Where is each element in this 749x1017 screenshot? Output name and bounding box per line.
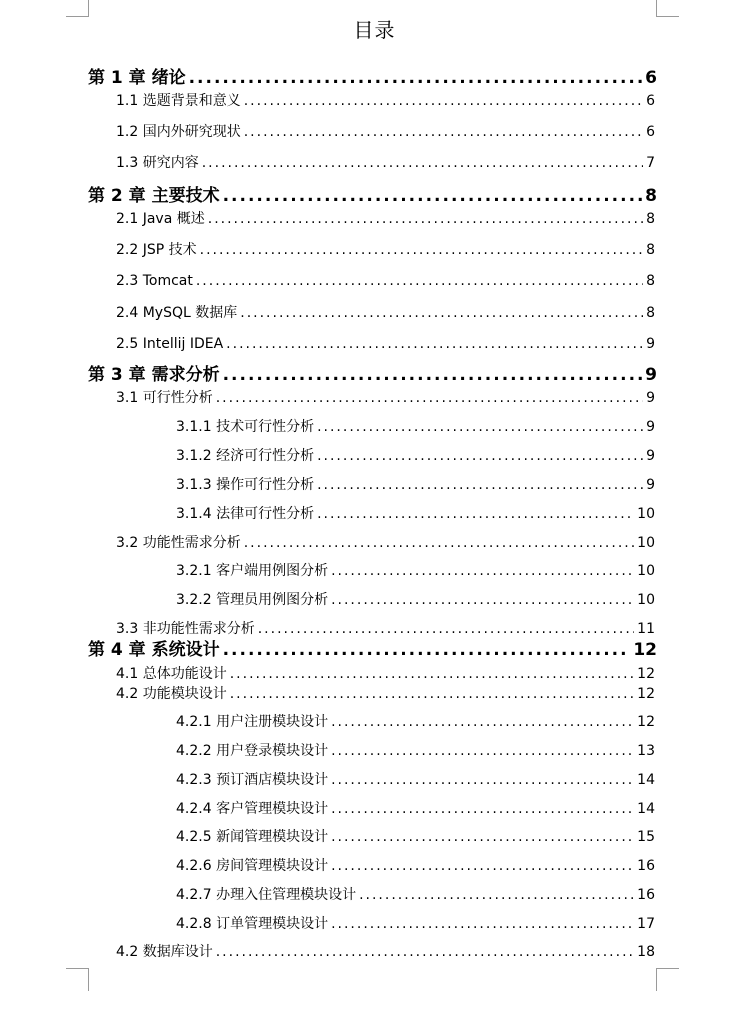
- toc-leader: [244, 91, 643, 111]
- toc-page-number: 6: [646, 93, 655, 109]
- toc-entry-subsection[interactable]: [176, 827, 655, 847]
- toc-entry-section[interactable]: [116, 388, 655, 408]
- toc-leader: [240, 303, 643, 323]
- toc-entry-label: 4.2.6 房间管理模块设计: [176, 858, 329, 874]
- toc-entry-label: 3.1.3 操作可行性分析: [176, 477, 315, 493]
- toc-leader: [331, 770, 634, 790]
- toc-page-number: 8: [646, 242, 655, 258]
- toc-entry-subsection[interactable]: [176, 799, 655, 819]
- toc-entry-subsection[interactable]: [176, 475, 655, 495]
- toc-entry-label: 3.1 可行性分析: [116, 390, 213, 406]
- toc-entry-section[interactable]: [116, 334, 655, 354]
- crop-mark-bottom-left: [66, 968, 89, 991]
- toc-page-number: 9: [646, 448, 655, 464]
- toc-page-number: 6: [646, 124, 655, 140]
- toc-entry-label: 1.2 国内外研究现状: [116, 124, 241, 140]
- crop-mark-top-right: [656, 0, 679, 17]
- toc-entry-chapter[interactable]: [88, 67, 657, 89]
- toc-leader: [258, 619, 634, 639]
- toc-entry-section[interactable]: [116, 91, 655, 111]
- toc-page-number: 17: [637, 916, 655, 932]
- toc-entry-label: 2.4 MySQL 数据库: [116, 305, 238, 321]
- toc-entry-section[interactable]: [116, 122, 655, 142]
- toc-entry-label: 3.2.2 管理员用例图分析: [176, 592, 329, 608]
- toc-entry-section[interactable]: [116, 271, 655, 291]
- toc-leader: [216, 942, 634, 962]
- toc-leader: [226, 334, 643, 354]
- toc-entry-subsection[interactable]: [176, 712, 655, 732]
- toc-entry-label: 2.2 JSP 技术: [116, 242, 197, 258]
- toc-leader: [196, 271, 643, 291]
- toc-entry-label: 4.2.3 预订酒店模块设计: [176, 772, 329, 788]
- toc-entry-section[interactable]: [116, 533, 655, 553]
- toc-leader: [317, 475, 643, 495]
- toc-entry-label: 4.2.2 用户登录模块设计: [176, 743, 329, 759]
- toc-entry-subsection[interactable]: [176, 914, 655, 934]
- toc-page-number: 16: [637, 887, 655, 903]
- toc-page-number: 14: [637, 801, 655, 817]
- toc-entry-subsection[interactable]: [176, 770, 655, 790]
- toc-page-number: 8: [646, 273, 655, 289]
- toc-entry-label: 3.1.4 法律可行性分析: [176, 506, 315, 522]
- toc-entry-subsection[interactable]: [176, 504, 655, 524]
- toc-leader: [331, 914, 634, 934]
- toc-entry-section[interactable]: [116, 209, 655, 229]
- toc-page-number: 10: [637, 592, 655, 608]
- toc-page-number: 8: [646, 211, 655, 227]
- toc-entry-label: 3.2 功能性需求分析: [116, 535, 241, 551]
- toc-title: 目录: [353, 18, 396, 42]
- toc-entry-subsection[interactable]: [176, 885, 655, 905]
- toc-entry-label: 第 2 章 主要技术: [88, 186, 220, 206]
- toc-page-number: 12: [633, 640, 657, 660]
- toc-leader: [331, 827, 634, 847]
- toc-page-number: 12: [637, 714, 655, 730]
- toc-entry-label: 1.3 研究内容: [116, 155, 199, 171]
- toc-entry-subsection[interactable]: [176, 417, 655, 437]
- toc-entry-label: 3.1.1 技术可行性分析: [176, 419, 315, 435]
- toc-leader: [223, 185, 643, 207]
- toc-entry-label: 4.2.1 用户注册模块设计: [176, 714, 329, 730]
- toc-page-number: 6: [645, 68, 657, 88]
- toc-page-number: 13: [637, 743, 655, 759]
- toc-entry-label: 2.1 Java 概述: [116, 211, 205, 227]
- toc-page-number: 12: [637, 666, 655, 682]
- toc-entry-section[interactable]: [116, 942, 655, 962]
- toc-entry-subsection[interactable]: [176, 561, 655, 581]
- toc-page-number: 10: [637, 506, 655, 522]
- toc-entry-label: 2.5 Intellij IDEA: [116, 336, 224, 352]
- toc-leader: [331, 856, 634, 876]
- toc-page-number: 10: [637, 563, 655, 579]
- toc-entry-label: 4.2.8 订单管理模块设计: [176, 916, 329, 932]
- toc-entry-label: 4.2 功能模块设计: [116, 686, 227, 702]
- toc-leader: [223, 639, 631, 661]
- toc-entry-label: 4.1 总体功能设计: [116, 666, 227, 682]
- toc-leader: [317, 504, 634, 524]
- toc-page-number: 7: [646, 155, 655, 171]
- toc-entry-subsection[interactable]: [176, 856, 655, 876]
- toc-leader: [317, 446, 643, 466]
- toc-entry-section[interactable]: [116, 664, 655, 684]
- toc-entry-chapter[interactable]: [88, 639, 657, 661]
- toc-leader: [331, 561, 634, 581]
- toc-leader: [331, 799, 634, 819]
- toc-entry-chapter[interactable]: [88, 185, 657, 207]
- toc-leader: [200, 240, 643, 260]
- toc-entry-label: 第 4 章 系统设计: [88, 640, 220, 660]
- toc-entry-label: 3.3 非功能性需求分析: [116, 621, 255, 637]
- toc-page-number: 11: [637, 621, 655, 637]
- toc-leader: [331, 590, 634, 610]
- toc-entry-section[interactable]: [116, 619, 655, 639]
- toc-page-number: 15: [637, 829, 655, 845]
- toc-page-number: 9: [646, 390, 655, 406]
- toc-leader: [244, 122, 643, 142]
- toc-entry-label: 3.1.2 经济可行性分析: [176, 448, 315, 464]
- toc-entry-section[interactable]: [116, 153, 655, 173]
- toc-page-number: 9: [646, 419, 655, 435]
- toc-leader: [230, 664, 634, 684]
- toc-page-number: 10: [637, 535, 655, 551]
- crop-mark-bottom-right: [656, 968, 679, 991]
- toc-entry-label: 4.2.5 新闻管理模块设计: [176, 829, 329, 845]
- toc-leader: [359, 885, 634, 905]
- toc-page-number: 14: [637, 772, 655, 788]
- toc-entry-label: 第 1 章 绪论: [88, 68, 186, 88]
- toc-page-number: 9: [646, 336, 655, 352]
- toc-entry-label: 2.3 Tomcat: [116, 273, 193, 289]
- toc-page-number: 8: [646, 305, 655, 321]
- toc-leader: [189, 67, 643, 89]
- toc-entry-subsection[interactable]: [176, 446, 655, 466]
- toc-leader: [208, 209, 643, 229]
- crop-mark-top-left: [66, 0, 89, 17]
- toc-leader: [230, 684, 634, 704]
- toc-page-number: 16: [637, 858, 655, 874]
- toc-entry-section[interactable]: [116, 303, 655, 323]
- toc-entry-subsection[interactable]: [176, 590, 655, 610]
- toc-page-number: 12: [637, 686, 655, 702]
- toc-entry-label: 4.2 数据库设计: [116, 944, 213, 960]
- toc-entry-label: 4.2.4 客户管理模块设计: [176, 801, 329, 817]
- toc-page-number: 9: [646, 477, 655, 493]
- toc-entry-chapter[interactable]: [88, 364, 657, 386]
- toc-leader: [331, 712, 634, 732]
- toc-page-number: 18: [637, 944, 655, 960]
- toc-entry-label: 第 3 章 需求分析: [88, 365, 220, 385]
- toc-entry-subsection[interactable]: [176, 741, 655, 761]
- toc-leader: [317, 417, 643, 437]
- toc-entry-section[interactable]: [116, 240, 655, 260]
- toc-entry-label: 4.2.7 办理入住管理模块设计: [176, 887, 357, 903]
- toc-page-number: 9: [645, 365, 657, 385]
- toc-entry-label: 1.1 选题背景和意义: [116, 93, 241, 109]
- toc-entry-label: 3.2.1 客户端用例图分析: [176, 563, 329, 579]
- toc-leader: [244, 533, 634, 553]
- toc-leader: [216, 388, 643, 408]
- toc-leader: [223, 364, 643, 386]
- toc-page-number: 8: [645, 186, 657, 206]
- toc-leader: [202, 153, 643, 173]
- toc-entry-section[interactable]: [116, 684, 655, 704]
- toc-leader: [331, 741, 634, 761]
